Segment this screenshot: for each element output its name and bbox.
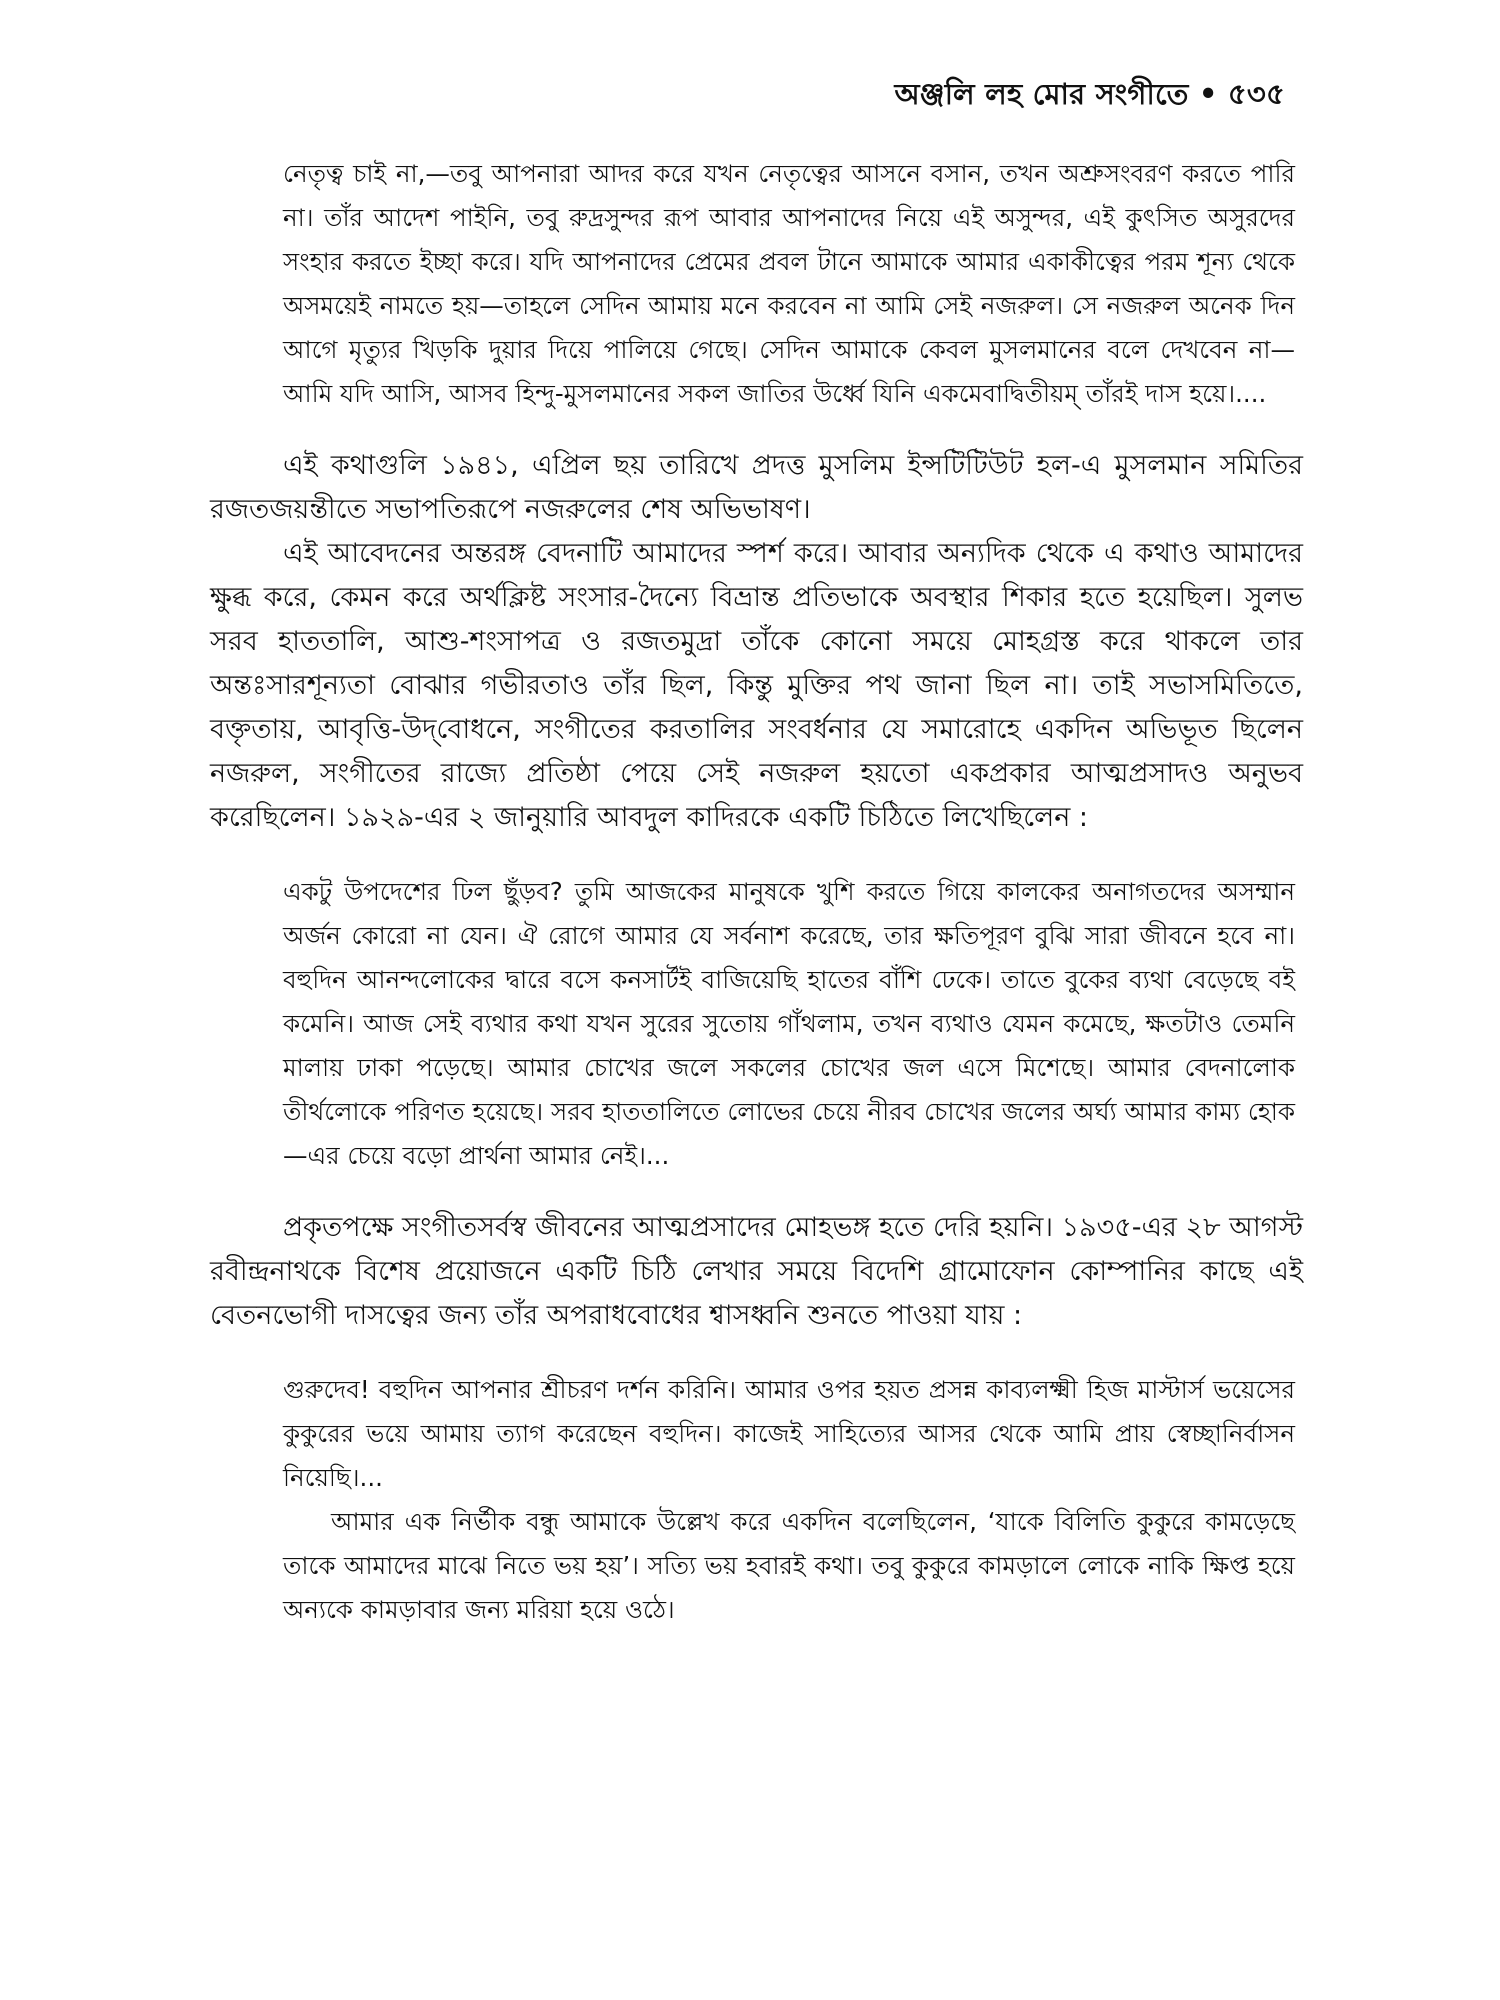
page-content (210, 152, 1303, 1632)
body-paragraph-text: প্রকৃতপক্ষে সংগীতসর্বস্ব জীবনের আত্মপ্রসাদের মোহভঙ্গ হতে দেরি হয়নি। ১৯৩৫-এর ২৮ আগস্ট রবীন্দ্রনাথকে বিশেষ প্রয়োজনে একটি চিঠি লেখার সময়ে বিদেশি গ্রামোফোন কোম্পানির কাছে এই বেতনভোগী দাসত্বের জন্য তাঁর অপরাধবোধের শ্বাসধ্বনি শুনতে পাওয়া যায় : (210, 1212, 1303, 1331)
body-paragraph (210, 1206, 1303, 1338)
quote-paragraph: নেতৃত্ব চাই না,—তবু আপনারা আদর করে যখন নেতৃত্বের আসনে বসান, তখন অশ্রুসংবরণ করতে পারি না। তাঁর আদেশ পাইনি, তবু রুদ্রসুন্দর রূপ আবার আপনাদের নিয়ে এই অসুন্দর, এই কুৎসিত অসুরদের সংহার করতে ইচ্ছা করে। যদি আপনাদের প্রেমের প্রবল টানে আমাকে আমার একাকীত্বের পরম শূন্য থেকে অসময়েই নামতে হয়—তাহলে সেদিন আমায় মনে করবেন না আমি সেই নজরুল। সে নজরুল অনেক দিন আগে মৃত্যুর খিড়কি দুয়ার দিয়ে পালিয়ে গেছে। সেদিন আমাকে কেবল মুসলমানের বলে দেখবেন না—আমি যদি আসি, আসব হিন্দু-মুসলমানের সকল জাতির উর্ধ্বে যিনি একমেবাদ্বিতীয়ম্ তাঁরই দাস হয়ে।.... (283, 159, 1295, 408)
quote-paragraph: গুরুদেব! বহুদিন আপনার শ্রীচরণ দর্শন করিনি। আমার ওপর হয়ত প্রসন্ন কাব্যলক্ষ্মী হিজ মাস্টার্স ভয়েসের কুকুরের ভয়ে আমায় ত্যাগ করেছেন বহুদিন। কাজেই সাহিত্যের আসর থেকে আমি প্রায় স্বেচ্ছানির্বাসন নিয়েছি।... (283, 1375, 1295, 1492)
running-head (894, 72, 1285, 121)
body-paragraph-text: এই আবেদনের অন্তরঙ্গ বেদনাটি আমাদের স্পর্শ করে। আবার অন্যদিক থেকে এ কথাও আমাদের ক্ষুব্ধ করে, কেমন করে অর্থক্লিষ্ট সংসার-দৈন্যে বিভ্রান্ত প্রতিভাকে অবস্থার শিকার হতে হয়েছিল। সুলভ সরব হাততালি, আশু-শংসাপত্র ও রজতমুদ্রা তাঁকে কোনো সময়ে মোহগ্রস্ত করে থাকলে তার অন্তঃসারশূন্যতা বোঝার গভীরতাও তাঁর ছিল, কিন্তু মুক্তির পথ জানা ছিল না। তাই সভাসমিতিতে, বক্তৃতায়, আবৃত্তি-উদ্‌বোধনে, সংগীতের করতালির সংবর্ধনার যে সমারোহে একদিন অভিভূত ছিলেন নজরুল, সংগীতের রাজ্যে প্রতিষ্ঠা পেয়ে সেই নজরুল হয়তো একপ্রকার আত্মপ্রসাদও অনুভব করেছিলেন। ১৯২৯-এর ২ জানুয়ারি আবদুল কাদিরকে একটি চিঠিতে লিখেছিলেন : (210, 538, 1303, 833)
block-quote-letter-abdul-kadir (283, 870, 1295, 1178)
body-paragraph (210, 532, 1303, 840)
page-number: ৫৩৫ (1227, 77, 1285, 111)
block-quote-letter-rabindranath (283, 1368, 1295, 1632)
running-head-bullet: • (1198, 77, 1218, 111)
body-text-section-2 (210, 1206, 1303, 1338)
running-head-title: অঞ্জলি লহ মোর সংগীতে (894, 77, 1189, 111)
quote-paragraph: একটু উপদেশের ঢিল ছুঁড়ব? তুমি আজকের মানুষকে খুশি করতে গিয়ে কালকের অনাগতদের অসম্মান অর্জন কোরো না যেন। ঐ রোগে আমার যে সর্বনাশ করেছে, তার ক্ষতিপূরণ বুঝি সারা জীবনে হবে না। বহুদিন আনন্দলোকের দ্বারে বসে কনসার্টই বাজিয়েছি হাতের বাঁশি ঢেকে। তাতে বুকের ব্যথা বেড়েছে বই কমেনি। আজ সেই ব্যথার কথা যখন সুরের সুতোয় গাঁথলাম, তখন ব্যথাও যেমন কমেছে, ক্ষতটাও তেমনি মালায় ঢাকা পড়েছে। আমার চোখের জলে সকলের চোখের জল এসে মিশেছে। আমার বেদনালোক তীর্থলোকে পরিণত হয়েছে। সরব হাততালিতে লোভের চেয়ে নীরব চোখের জলের অর্ঘ্য আমার কাম্য হোক—এর চেয়ে বড়ো প্রার্থনা আমার নেই।... (283, 877, 1295, 1170)
block-quote-speech (283, 152, 1295, 416)
body-paragraph (210, 444, 1303, 532)
quote-paragraph: আমার এক নির্ভীক বন্ধু আমাকে উল্লেখ করে একদিন বলেছিলেন, ‘যাকে বিলিতি কুকুরে কামড়েছে তাকে আমাদের মাঝে নিতে ভয় হয়’। সত্যি ভয় হবারই কথা। তবু কুকুরে কামড়ালে লোকে নাকি ক্ষিপ্ত হয়ে অন্যকে কামড়াবার জন্য মরিয়া হয়ে ওঠে। (283, 1507, 1295, 1624)
body-paragraph-text: এই কথাগুলি ১৯৪১, এপ্রিল ছয় তারিখে প্রদত্ত মুসলিম ইন্সটিটিউট হল-এ মুসলমান সমিতির রজতজয়ন্তীতে সভাপতিরূপে নজরুলের শেষ অভিভাষণ। (210, 450, 1303, 525)
body-text-section-1 (210, 444, 1303, 840)
